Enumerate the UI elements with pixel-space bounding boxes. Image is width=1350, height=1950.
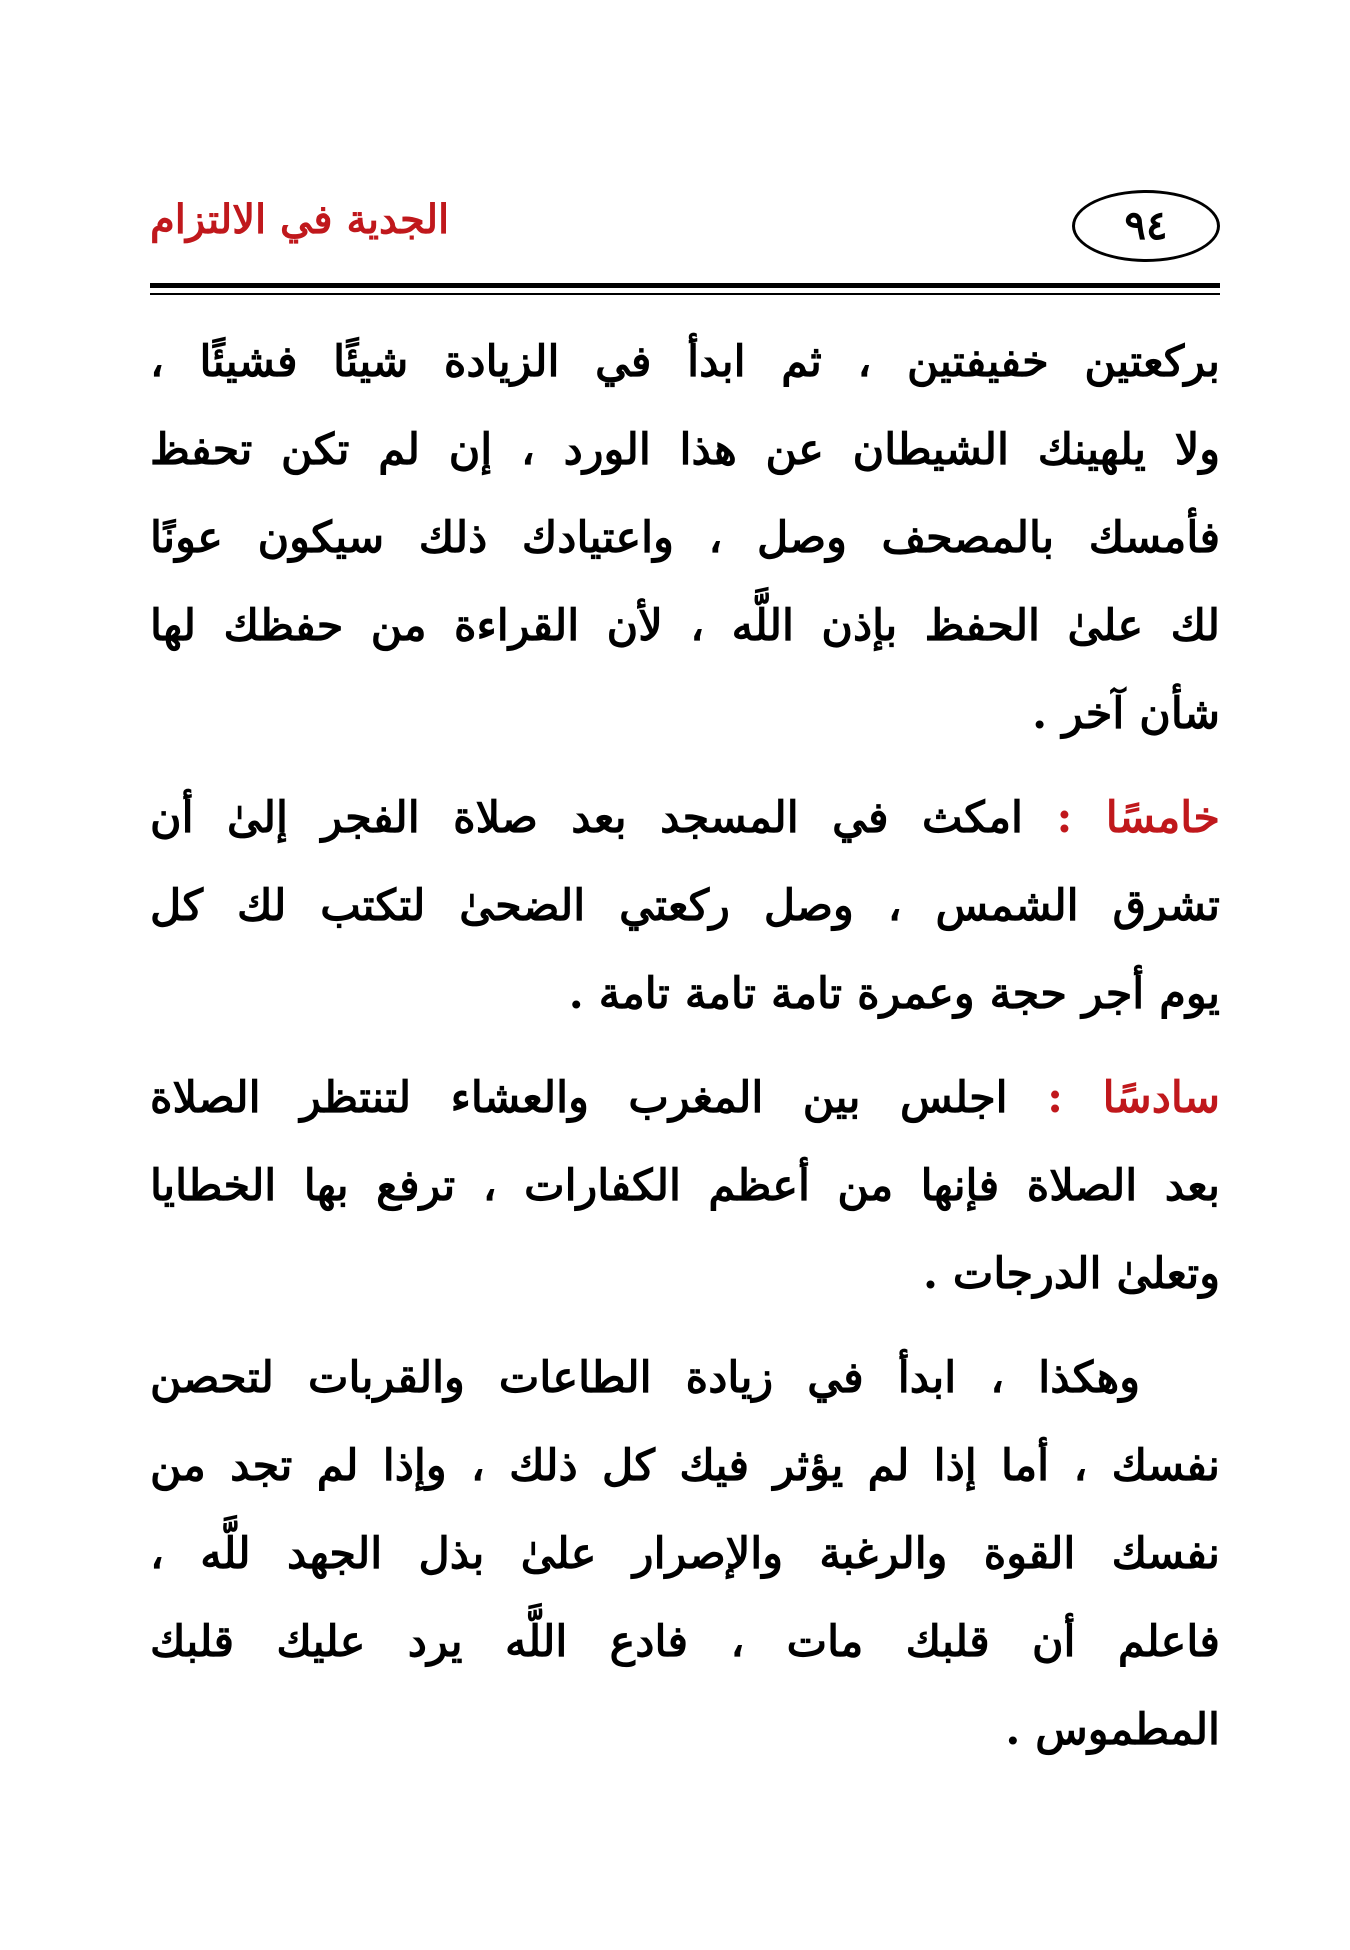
body-text	[150, 318, 1220, 1774]
paragraph-continuation	[150, 318, 1220, 758]
running-title: الجدية في الالتزام	[150, 196, 450, 243]
text-line: نفسك ، أما إذا لم يؤثر فيك كل ذلك ، وإذا لم تجد من	[150, 1441, 1220, 1491]
text-line: فاعلم أن قلبك مات ، فادع اللَّه يرد عليك قلبك	[150, 1617, 1220, 1667]
text-line: نفسك القوة والرغبة والإصرار علىٰ بذل الجهد للَّه ،	[150, 1529, 1220, 1579]
paragraph-sixth	[150, 1054, 1220, 1318]
text-line: بعد الصلاة فإنها من أعظم الكفارات ، ترفع بها الخطايا	[150, 1161, 1220, 1211]
text-line: ولا يلهينك الشيطان عن هذا الورد ، إن لم تكن تحفظ	[150, 425, 1220, 475]
text-line: يوم أجر حجة وعمرة تامة تامة تامة .	[568, 969, 1220, 1019]
text-line: وهكذا ، ابدأ في زيادة الطاعات والقربات لتحصن	[150, 1353, 1140, 1403]
text-line: المطموس .	[1005, 1705, 1220, 1755]
text-line: شأن آخر .	[1032, 689, 1220, 739]
text-line	[150, 774, 1220, 862]
paragraph-closing	[150, 1334, 1220, 1774]
text-line-rest: اجلس بين المغرب والعشاء لتنتظر الصلاة	[150, 1073, 1008, 1123]
text-line	[150, 1054, 1220, 1142]
header-rule-thin	[150, 293, 1220, 295]
ordinal-heading: خامسًا :	[1056, 793, 1220, 843]
text-line: وتعلىٰ الدرجات .	[922, 1249, 1220, 1299]
text-line: تشرق الشمس ، وصل ركعتي الضحىٰ لتكتب لك كل	[150, 881, 1220, 931]
page-number: ٩٤	[1072, 190, 1220, 262]
text-line-rest: امكث في المسجد بعد صلاة الفجر إلىٰ أن	[150, 793, 1023, 843]
text-line: بركعتين خفيفتين ، ثم ابدأ في الزيادة شيئًا فشيئًا ،	[150, 337, 1220, 387]
text-line: لك علىٰ الحفظ بإذن اللَّه ، لأن القراءة من حفظك لها	[150, 601, 1220, 651]
header-rule-thick	[150, 283, 1220, 288]
paragraph-fifth	[150, 774, 1220, 1038]
ordinal-heading: سادسًا :	[1047, 1073, 1220, 1123]
page-header	[150, 190, 1220, 270]
text-line: فأمسك بالمصحف وصل ، واعتيادك ذلك سيكون عونًا	[150, 513, 1220, 563]
